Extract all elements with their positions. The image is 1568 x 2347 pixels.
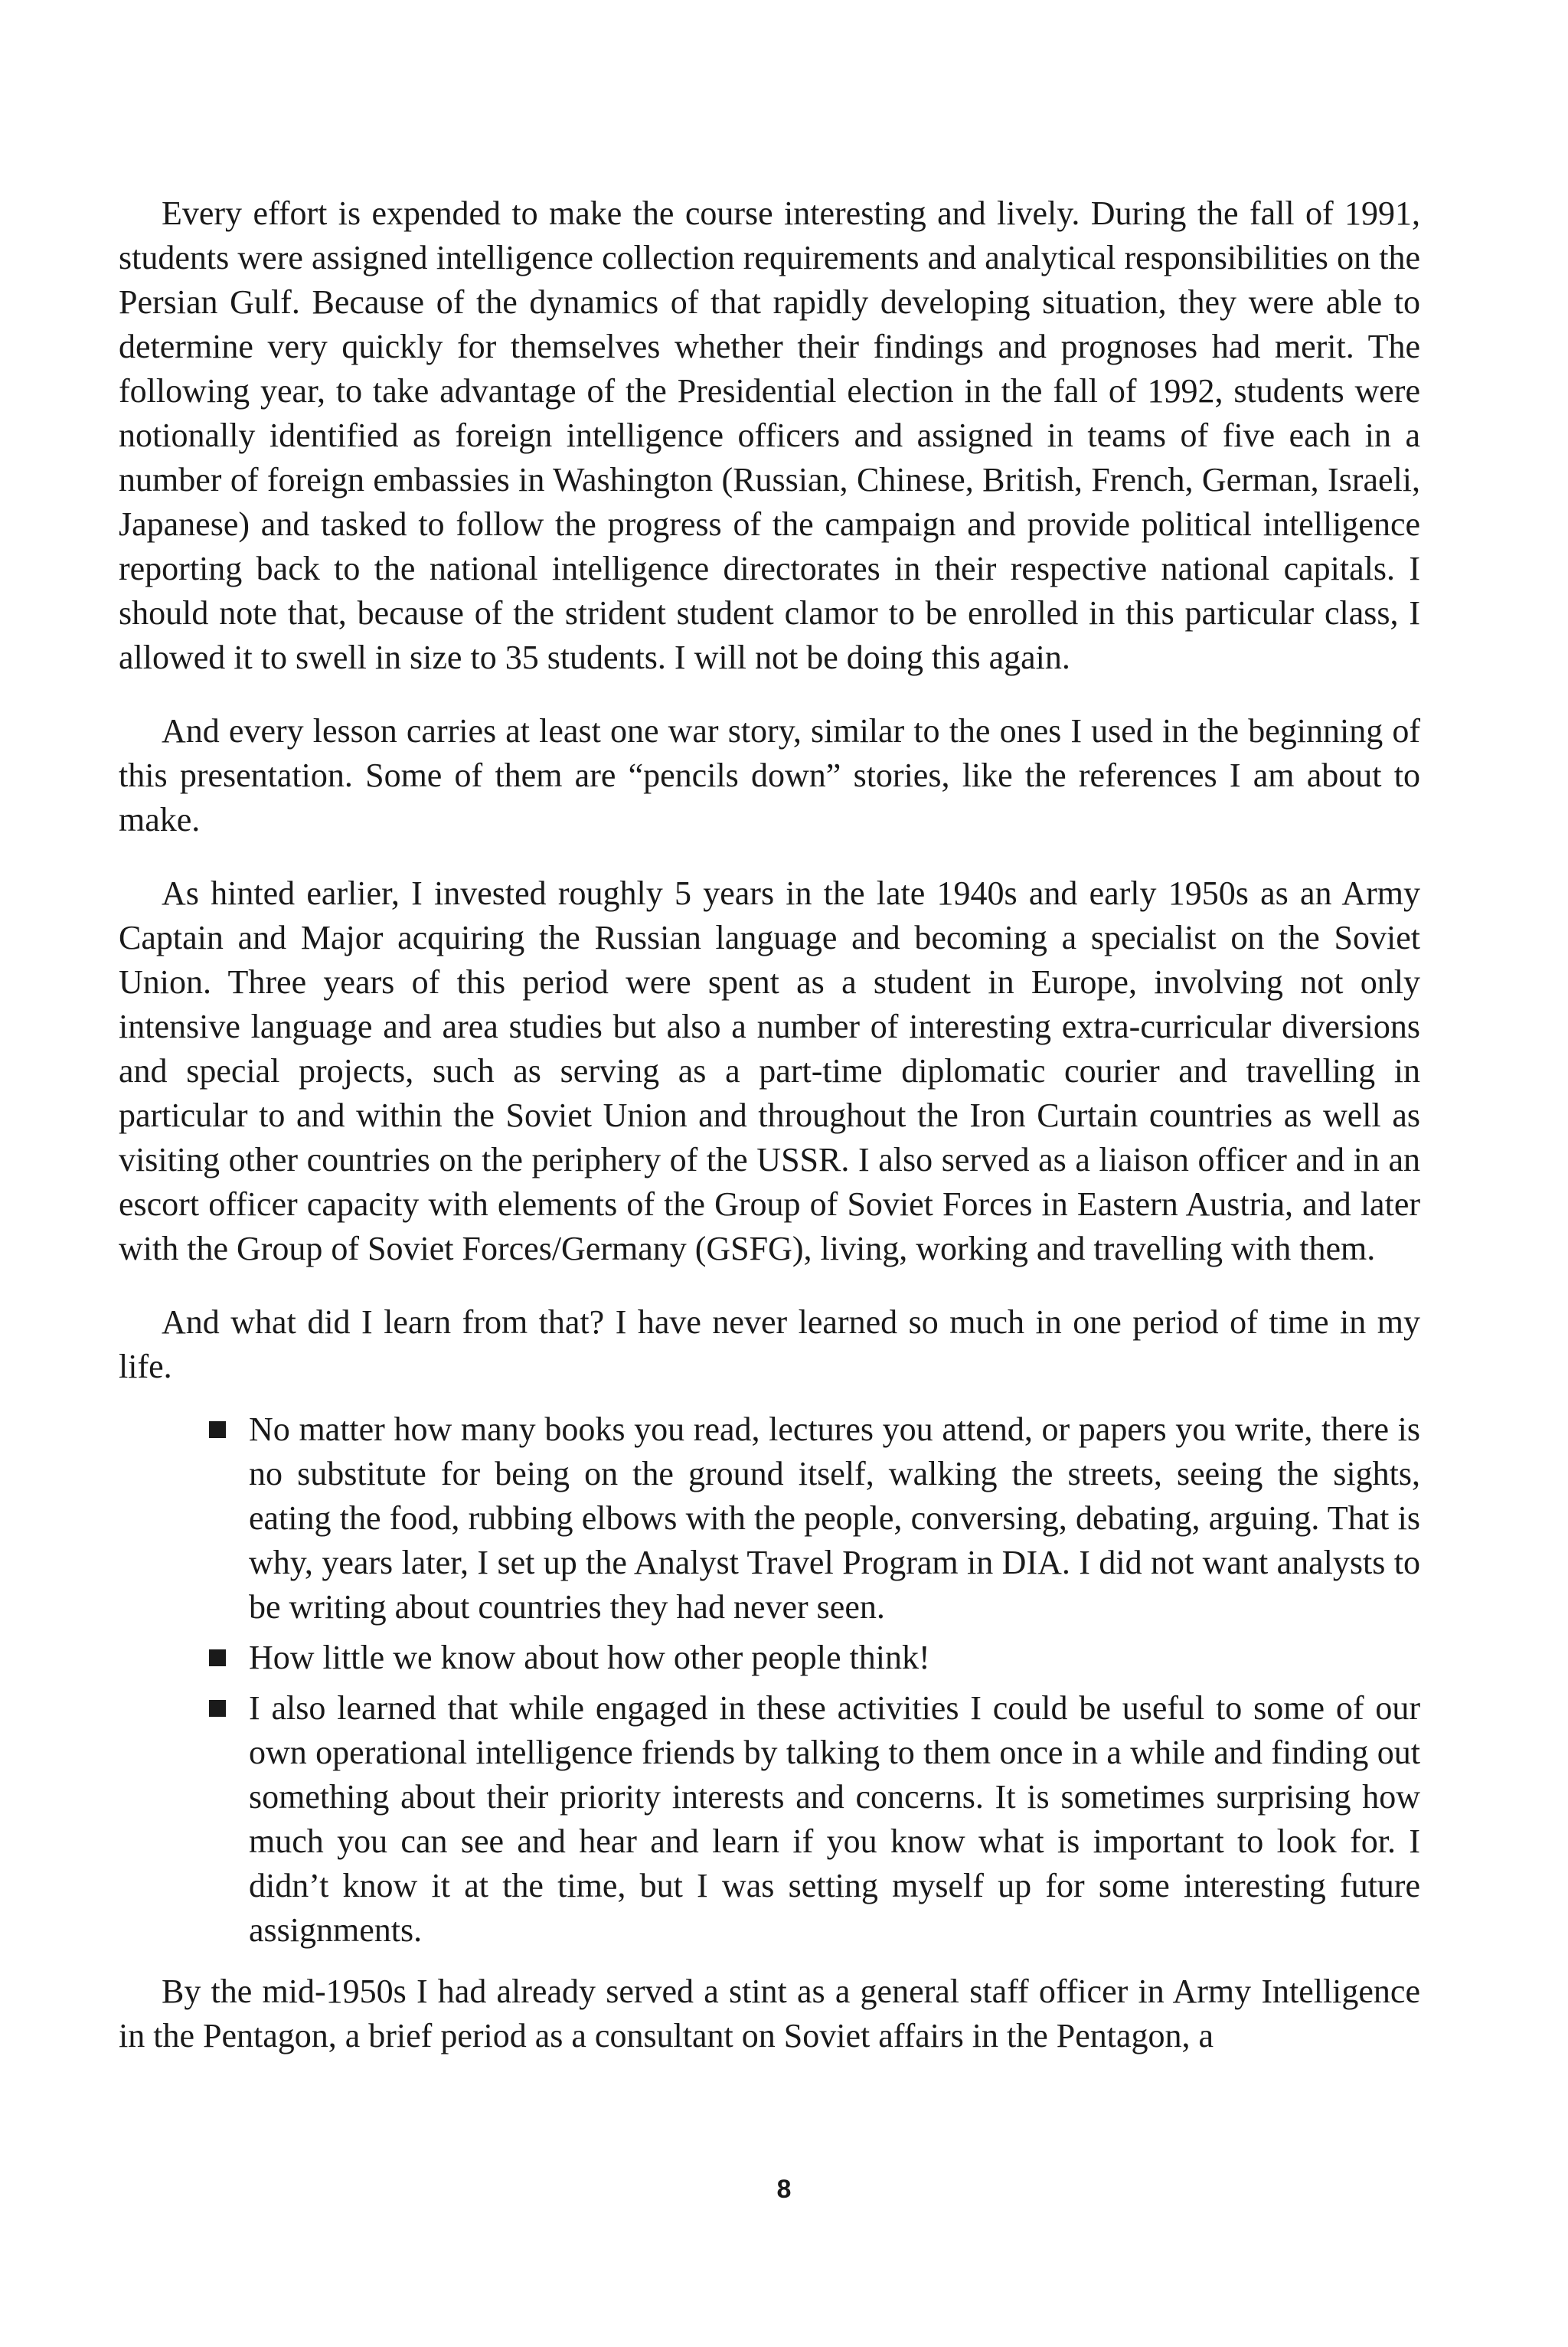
paragraph-war-story: And every lesson carries at least one war story, similar to the ones I used in the beginning of this presentation. Some of them are “pencils down” stories, like the references I am about to make. bbox=[119, 712, 1420, 838]
list-item bbox=[249, 1636, 1420, 1680]
paragraph-russian-studies: As hinted earlier, I invested roughly 5 years in the late 1940s and early 1950s as an Army Captain and Major acquiring the Russian language and becoming a specialist on the Soviet Union. Three years of this period were spent as a student in Europe, involving not only intensive language and area studies but also a number of interesting extra-curricular diversions and special projects, such as serving as a part-time diplomatic courier and travelling in particular to and within the Soviet Union and throughout the Iron Curtain countries as well as visiting other countries on the periphery of the USSR. I also served as a liaison officer and in an escort officer capacity with elements of the Group of Soviet Forces in Eastern Austria, and later with the Group of Soviet Forces/Germany (GSFG), living, working and travelling with them. bbox=[119, 874, 1420, 1267]
list-item bbox=[249, 1407, 1420, 1629]
list-item-text: I also learned that while engaged in these activities I could be useful to some of our own operational intelligence friends by talking to them once in a while and finding out something about their priority interests and concerns. It is sometimes surprising how much you can see and hear and learn if you know what is important to look for. I didn’t know it at the time, but I was setting myself up for some interesting future assignments. bbox=[249, 1689, 1420, 1949]
square-bullet-icon bbox=[209, 1421, 226, 1438]
document-body bbox=[119, 191, 1420, 2087]
square-bullet-icon bbox=[209, 1649, 226, 1666]
paragraph-mid-1950s: By the mid-1950s I had already served a stint as a general staff officer in Army Intelligence in the Pentagon, a brief period as a consultant on Soviet affairs in the Pentagon, a bbox=[119, 1973, 1420, 2054]
list-item bbox=[249, 1686, 1420, 1953]
square-bullet-icon bbox=[209, 1700, 226, 1717]
paragraph-course-description: Every effort is expended to make the course interesting and lively. During the fall of 1991, students were assigned intelligence collection requirements and analytical responsibilities on the Persian Gulf. Because of the dynamics of that rapidly developing situation, they were able to determine very quickly for themselves whether their findings and prognoses had merit. The following year, to take advantage of the Presidential election in the fall of 1992, students were notionally identified as foreign intelligence officers and assigned in teams of five each in a number of foreign embassies in Washington (Russian, Chinese, British, French, German, Israeli, Japanese) and tasked to follow the progress of the campaign and provide political intelligence reporting back to the national intelligence directorates in their respective national capitals. I should note that, because of the strident student clamor to be enrolled in this particular class, I allowed it to swell in size to 35 students. I will not be doing this again. bbox=[119, 194, 1420, 676]
list-item-text: How little we know about how other people think! bbox=[249, 1639, 930, 1676]
lessons-bullet-list bbox=[119, 1407, 1420, 1953]
paragraph-what-learned: And what did I learn from that? I have never learned so much in one period of time in my life. bbox=[119, 1303, 1420, 1385]
list-item-text: No matter how many books you read, lectures you attend, or papers you write, there is no substitute for being on the ground itself, walking the streets, seeing the sights, eating the food, rubbing elbows with the people, conversing, debating, arguing. That is why, years later, I set up the Analyst Travel Program in DIA. I did not want analysts to be writing about countries they had never seen. bbox=[249, 1410, 1420, 1626]
page-number: 8 bbox=[776, 2175, 792, 2204]
